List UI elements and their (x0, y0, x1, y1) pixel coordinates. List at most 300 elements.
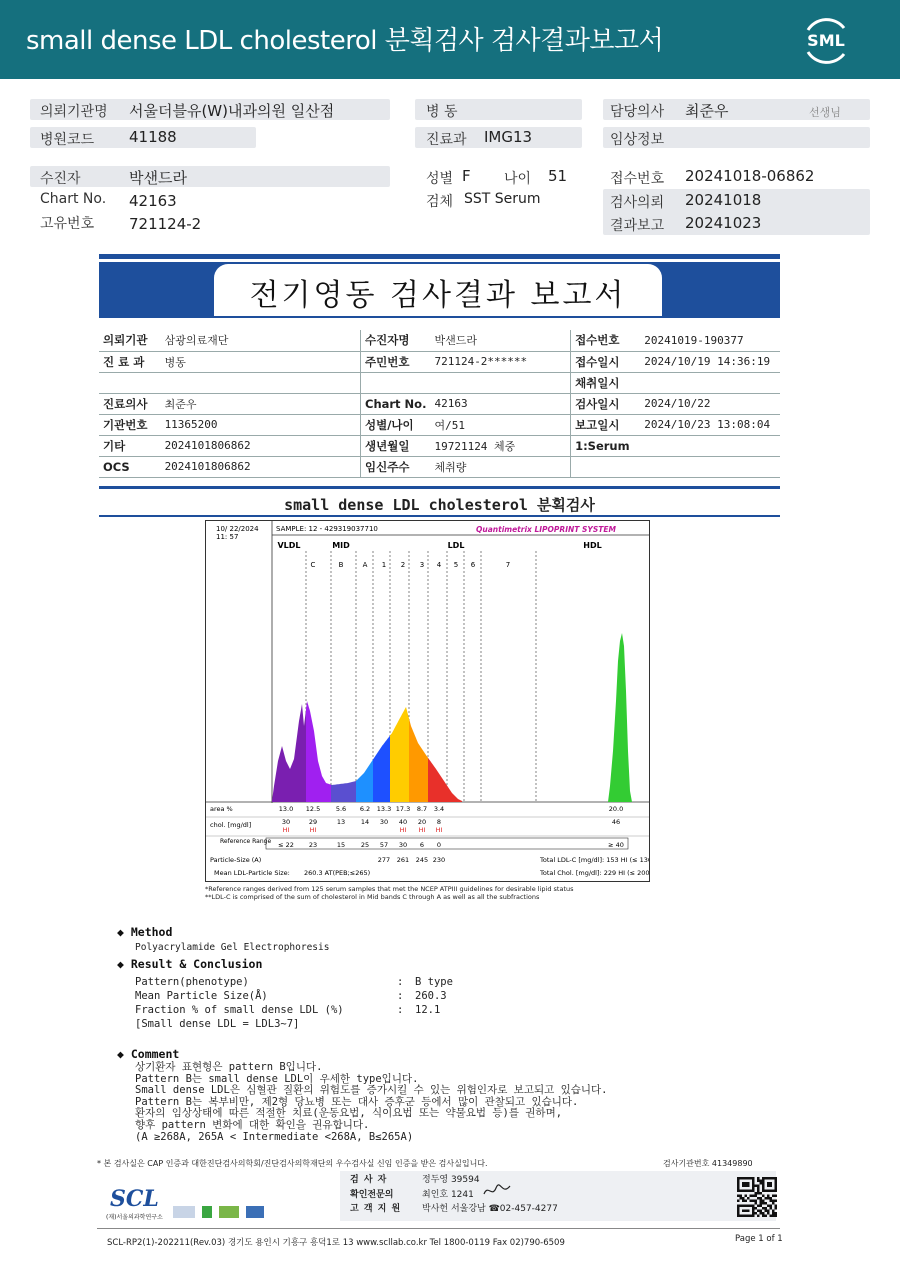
comment-line: Small dense LDL은 심혈관 질환의 위험도를 증가시킬 수 있는 위험인자로 보고되고 있습니다. (135, 1084, 608, 1097)
handwritten-signature (482, 1182, 512, 1200)
info-label: 접수일시 (571, 351, 641, 372)
chol-value: 46 (611, 818, 621, 826)
section-title-rule (99, 515, 780, 517)
dept-label: 진료과 (426, 132, 467, 148)
sex-label: 성별 (426, 171, 454, 187)
footer-rule (97, 1228, 780, 1229)
band-group-label: HDL (583, 541, 602, 550)
qr-module (752, 1190, 755, 1193)
signature-role: 확인전문의 (350, 1189, 394, 1200)
band-group-label: MID (332, 541, 350, 550)
qr-module (755, 1202, 758, 1205)
comment-line: Pattern B는 small dense LDL이 우세한 type입니다. (135, 1072, 419, 1085)
certification-badges (173, 1203, 268, 1217)
qr-module (757, 1210, 760, 1213)
mean-size-label: Mean LDL-Particle Size: (214, 869, 290, 877)
qr-module (755, 1212, 758, 1215)
info-value: 2024101806862 (161, 435, 361, 456)
unique-value: 721124-2 (129, 215, 202, 233)
qr-module (737, 1180, 740, 1183)
info-value: 19721124 체중 (430, 435, 570, 456)
qr-module (760, 1202, 763, 1205)
result-colon: : (397, 1004, 404, 1016)
sex-value: F (462, 167, 471, 185)
ldl-subfraction-area (331, 781, 356, 802)
qr-module (767, 1205, 770, 1208)
qr-module (745, 1185, 748, 1188)
ref-value: 30 (398, 841, 408, 849)
qr-module (737, 1185, 740, 1188)
qr-module (752, 1177, 755, 1180)
doctor-value: 최준우 (685, 102, 729, 120)
section-title: small dense LDL cholesterol 분획검사 (284, 496, 595, 514)
qr-module (762, 1215, 765, 1218)
info-label: 주민번호 (361, 351, 431, 372)
qr-module (762, 1185, 765, 1188)
qr-module (750, 1190, 753, 1193)
info-label: OCS (99, 456, 161, 477)
qr-module (770, 1182, 773, 1185)
signature-row (350, 1173, 558, 1188)
qr-module (757, 1215, 760, 1218)
method-title: Method (130, 925, 173, 939)
result-key: Pattern(phenotype) (135, 976, 249, 988)
qr-module (742, 1205, 745, 1208)
qr-module (762, 1200, 765, 1203)
qr-module (770, 1177, 773, 1180)
ldl-subfraction-area (409, 718, 428, 802)
qr-module (762, 1212, 765, 1215)
qr-module (737, 1177, 740, 1180)
sml-logo (800, 14, 852, 66)
band-group-label: LDL (447, 541, 465, 550)
comment-line: 향후 pattern 변화에 대한 확인을 권유합니다. (135, 1118, 370, 1131)
report-top-rule (99, 254, 780, 259)
qr-module (740, 1195, 743, 1198)
ward-label: 병 동 (426, 104, 458, 120)
info-value: 박샌드라 (430, 330, 570, 351)
info-value (640, 372, 780, 393)
qr-module (752, 1195, 755, 1198)
result-title: Result & Conclusion (130, 957, 263, 971)
area-value: 13.0 (278, 805, 294, 813)
qr-module (740, 1190, 743, 1193)
qr-module (772, 1190, 775, 1193)
qr-module (747, 1185, 750, 1188)
info-value: 병동 (161, 351, 361, 372)
qr-module (775, 1187, 778, 1190)
chart-no-value: 42163 (129, 192, 177, 210)
qr-module (757, 1177, 760, 1180)
qr-module (772, 1210, 775, 1213)
band-label: C (310, 561, 316, 569)
method-heading: ◆ Method (117, 925, 173, 939)
badge-icon (219, 1206, 239, 1218)
qr-module (765, 1207, 768, 1210)
qr-module (770, 1190, 773, 1193)
report-title: 전기영동 검사결과 보고서 (249, 278, 627, 313)
qr-code-icon (737, 1177, 777, 1217)
qr-module (737, 1210, 740, 1213)
qr-module (745, 1182, 748, 1185)
signature-person: 박사헌 서울강남 ☎02-457-4277 (422, 1204, 558, 1214)
report-value: 20241023 (685, 214, 762, 232)
band-label: 1 (381, 561, 387, 569)
band-label: 2 (400, 561, 406, 569)
chol-flag: HI (418, 826, 426, 834)
qr-module (752, 1200, 755, 1203)
patient-label: 수진자 (40, 171, 81, 187)
qr-module (765, 1190, 768, 1193)
ldl-subfraction-area (306, 701, 331, 802)
qr-module (745, 1205, 748, 1208)
chol-flag: HI (435, 826, 443, 834)
chart-time: 11: 57 (216, 533, 239, 541)
qr-module (762, 1190, 765, 1193)
comment-title: Comment (130, 1047, 180, 1061)
result-key: Fraction % of small dense LDL (%) (135, 1004, 344, 1016)
info-label: 성별/나이 (361, 414, 431, 435)
chol-value: 8 (436, 818, 442, 826)
info-label: 진료의사 (99, 393, 161, 414)
qr-module (760, 1200, 763, 1203)
qr-module (770, 1200, 773, 1203)
qr-module (775, 1177, 778, 1180)
band-label: 3 (419, 561, 425, 569)
qr-module (737, 1195, 740, 1198)
comment-list (135, 1062, 607, 1143)
qr-module (767, 1212, 770, 1215)
signature-role: 고 객 지 원 (350, 1204, 402, 1214)
comment-line: 상기환자 표현형은 pattern B입니다. (135, 1061, 323, 1073)
patient-row (30, 166, 390, 187)
qr-module (765, 1197, 768, 1200)
qr-module (750, 1200, 753, 1203)
qr-module (757, 1190, 760, 1193)
info-value: 삼광의료재단 (161, 330, 361, 351)
signature-row (350, 1202, 558, 1217)
result-heading: ◆ Result & Conclusion (117, 957, 263, 971)
qr-module (765, 1177, 768, 1180)
chol-flag: HI (282, 826, 290, 834)
area-value: 6.2 (359, 805, 371, 813)
chol-flag: HI (399, 826, 407, 834)
badge-icon (246, 1206, 264, 1218)
qr-module (772, 1195, 775, 1198)
qr-module (767, 1195, 770, 1198)
ref-value: 25 (360, 841, 370, 849)
page-number: Page 1 of 1 (735, 1234, 783, 1244)
comment-line: (A ≥268A, 265A < Intermediate <268A, B≤265A) (135, 1130, 414, 1143)
qr-module (772, 1177, 775, 1180)
qr-module (737, 1207, 740, 1210)
area-value: 5.6 (335, 805, 347, 813)
band-label: A (362, 561, 368, 569)
qr-module (757, 1187, 760, 1190)
info-value: 2024/10/19 14:36:19 (640, 351, 780, 372)
chart-note-1: *Reference ranges derived from 125 serum samples that met the NCEP ATPIII guidelines for desirable lipid status (205, 885, 574, 893)
qr-module (742, 1185, 745, 1188)
qr-module (775, 1180, 778, 1183)
qr-module (762, 1207, 765, 1210)
qr-module (752, 1180, 755, 1183)
receipt-label: 접수번호 (610, 171, 665, 187)
area-value: 12.5 (305, 805, 321, 813)
qr-module (747, 1182, 750, 1185)
chol-row-label: chol. [mg/dl] (210, 821, 252, 829)
qr-module (775, 1215, 778, 1218)
qr-module (765, 1210, 768, 1213)
qr-module (747, 1205, 750, 1208)
qr-module (737, 1182, 740, 1185)
comment-line: 환자의 임상상태에 따른 적절한 치료(운동요법, 식이요법 또는 약물요법 등)를 권하며, (135, 1107, 563, 1120)
specimen-value: SST Serum (464, 191, 541, 207)
qr-module (770, 1185, 773, 1188)
comment-line: Pattern B는 복부비만, 제2형 당뇨병 또는 대사 증후군 등에서 많이 관찰되고 있습니다. (135, 1095, 579, 1108)
info-label: 기관번호 (99, 414, 161, 435)
ref-value: ≥ 40 (608, 841, 624, 849)
qr-module (752, 1210, 755, 1213)
qr-module (760, 1212, 763, 1215)
qr-module (772, 1202, 775, 1205)
area-value: 17.3 (395, 805, 411, 813)
chol-value: 14 (360, 818, 370, 826)
area-value: 3.4 (433, 805, 445, 813)
info-value: 체취량 (430, 456, 570, 477)
info-value: 2024101806862 (161, 456, 361, 477)
info-value (640, 456, 780, 477)
qr-module (747, 1190, 750, 1193)
chart-notes (205, 885, 574, 901)
qr-module (755, 1192, 758, 1195)
qr-module (760, 1210, 763, 1213)
ldl-subfraction-area (272, 704, 306, 802)
qr-module (755, 1200, 758, 1203)
area-value: 13.3 (376, 805, 392, 813)
report-info-row (99, 393, 780, 414)
qr-module (752, 1182, 755, 1185)
qr-module (775, 1212, 778, 1215)
info-value (430, 372, 570, 393)
signature-person: 최인호 1241 (422, 1189, 474, 1200)
info-value: 20241019-190377 (640, 330, 780, 351)
qr-module (760, 1205, 763, 1208)
info-label (361, 372, 431, 393)
ldl-subfraction-area (356, 760, 373, 803)
chart-sample: SAMPLE: 12 - 429319037710 (276, 525, 378, 533)
qr-module (757, 1185, 760, 1188)
cap-badge-icon (173, 1206, 195, 1218)
hospital-code-label: 병원코드 (40, 132, 95, 148)
ldl-subfraction-area (428, 758, 462, 802)
receipt-value: 20241018-06862 (685, 167, 815, 185)
chart-date: 10/ 22/2024 (216, 525, 259, 533)
result-colon: : (397, 990, 404, 1002)
badge-icon (202, 1206, 212, 1218)
page-title: small dense LDL cholesterol 분획검사 검사결과보고서 (26, 26, 664, 56)
qr-module (745, 1177, 748, 1180)
ref-value: 15 (336, 841, 346, 849)
qr-module (745, 1190, 748, 1193)
qr-module (775, 1205, 778, 1208)
qr-module (772, 1215, 775, 1218)
qr-module (757, 1180, 760, 1183)
result-key: Mean Particle Size(Å) (135, 990, 268, 1002)
ldl-subfraction-area (390, 707, 409, 802)
qr-module (737, 1200, 740, 1203)
doctor-label: 담당의사 (610, 104, 665, 120)
result-value: B type (415, 976, 453, 988)
report-info-row (99, 351, 780, 372)
total-ldl-text: Total LDL-C [mg/dl]: 153 HI (≤ 130) (540, 856, 649, 864)
info-value: 최준우 (161, 393, 361, 414)
qr-module (752, 1187, 755, 1190)
qr-module (762, 1182, 765, 1185)
ref-value: 23 (308, 841, 318, 849)
info-value: 2024/10/23 13:08:04 (640, 414, 780, 435)
info-label: 검사일시 (571, 393, 641, 414)
qr-module (750, 1205, 753, 1208)
band-label: 7 (505, 561, 511, 569)
qr-module (762, 1177, 765, 1180)
qr-module (775, 1190, 778, 1193)
chol-value: 40 (398, 818, 408, 826)
info-label: 임신주수 (361, 456, 431, 477)
chol-value: 20 (417, 818, 427, 826)
qr-module (740, 1197, 743, 1200)
area-value: 20.0 (608, 805, 624, 813)
qr-module (762, 1180, 765, 1183)
qr-module (745, 1210, 748, 1213)
qr-module (737, 1205, 740, 1208)
qr-module (770, 1205, 773, 1208)
qr-module (767, 1182, 770, 1185)
info-value: 11365200 (161, 414, 361, 435)
qr-module (762, 1195, 765, 1198)
qr-module (742, 1197, 745, 1200)
qr-module (750, 1215, 753, 1218)
info-value: 42163 (430, 393, 570, 414)
qr-module (770, 1197, 773, 1200)
request-value: 20241018 (685, 191, 762, 209)
lab-code: 검사기관번호 41349890 (663, 1159, 753, 1168)
qr-module (742, 1182, 745, 1185)
info-label: Chart No. (361, 393, 431, 414)
method-text: Polyacrylamide Gel Electrophoresis (135, 942, 330, 953)
qr-module (752, 1205, 755, 1208)
report-info-table (99, 330, 780, 478)
chart-title: Quantimetrix LIPOPRINT SYSTEM (476, 525, 616, 534)
qr-module (765, 1202, 768, 1205)
dept-value: IMG13 (484, 128, 533, 146)
qr-module (740, 1205, 743, 1208)
info-label: 접수번호 (571, 330, 641, 351)
ldl-subfraction-area (373, 736, 390, 802)
qr-module (752, 1215, 755, 1218)
result-colon: : (397, 976, 404, 988)
qr-module (747, 1197, 750, 1200)
qr-module (767, 1210, 770, 1213)
report-info-row (99, 414, 780, 435)
scl-subtitle: (재)서울의과학연구소 (106, 1214, 163, 1221)
qr-module (757, 1197, 760, 1200)
result-key: [Small dense LDL = LDL3~7] (135, 1018, 300, 1030)
report-info-row (99, 456, 780, 477)
result-value: 260.3 (415, 990, 447, 1002)
chol-flag: HI (309, 826, 317, 834)
info-label: 진 료 과 (99, 351, 161, 372)
certification-note: * 본 검사실은 CAP 인증과 대한진단검사의학회/진단검사의학재단의 우수검사실 신임 인증을 받은 검사실입니다. (97, 1159, 488, 1168)
qr-module (745, 1215, 748, 1218)
signature-list (350, 1173, 558, 1217)
chol-value: 30 (379, 818, 389, 826)
qr-module (737, 1212, 740, 1215)
info-label (571, 456, 641, 477)
report-bottom-rule (99, 486, 780, 489)
info-label: 수진자명 (361, 330, 431, 351)
ref-value: ≤ 22 (278, 841, 294, 849)
info-value: 여/51 (430, 414, 570, 435)
band-label: 5 (453, 561, 459, 569)
info-label: 1:Serum (571, 435, 641, 456)
qr-module (760, 1182, 763, 1185)
qr-module (750, 1195, 753, 1198)
signature-row (350, 1188, 558, 1203)
band-label: 6 (470, 561, 476, 569)
qr-module (742, 1177, 745, 1180)
result-value: 12.1 (415, 1004, 441, 1016)
age-label: 나이 (504, 171, 532, 187)
ref-box (266, 838, 628, 849)
chol-value: 13 (336, 818, 346, 826)
qr-module (747, 1177, 750, 1180)
institution-label: 의뢰기관명 (40, 104, 108, 120)
qr-module (755, 1185, 758, 1188)
qr-module (767, 1185, 770, 1188)
ref-row-label: Reference Range (220, 838, 272, 845)
lipoprint-chart-svg (206, 521, 649, 881)
qr-module (767, 1177, 770, 1180)
qr-module (745, 1200, 748, 1203)
area-row-label: area % (210, 805, 233, 813)
report-label: 결과보고 (610, 218, 665, 234)
chol-value: 30 (281, 818, 291, 826)
unique-label: 고유번호 (40, 216, 95, 232)
particle-value: 277 (377, 856, 391, 864)
qr-module (765, 1215, 768, 1218)
qr-module (760, 1197, 763, 1200)
particle-value: 261 (396, 856, 410, 864)
doctor-suffix: 선생님 (809, 106, 841, 119)
scl-logo: SCL (110, 1186, 159, 1212)
lipoprint-chart (205, 520, 650, 882)
qr-module (772, 1200, 775, 1203)
qr-module (755, 1195, 758, 1198)
specimen-label: 검체 (426, 194, 454, 210)
chart-note-2: **LDL-C is comprised of the sum of cholesterol in Mid bands C through A as well as all the subfractions (205, 893, 540, 901)
particle-value: 230 (432, 856, 446, 864)
band-group-label: VLDL (277, 541, 301, 550)
qr-module (760, 1180, 763, 1183)
qr-module (762, 1202, 765, 1205)
hdl-peak-area (608, 633, 632, 802)
qr-module (757, 1205, 760, 1208)
qr-module (742, 1190, 745, 1193)
logo-text: SML (807, 31, 845, 50)
info-label: 생년월일 (361, 435, 431, 456)
chol-value: 29 (308, 818, 318, 826)
qr-module (760, 1192, 763, 1195)
